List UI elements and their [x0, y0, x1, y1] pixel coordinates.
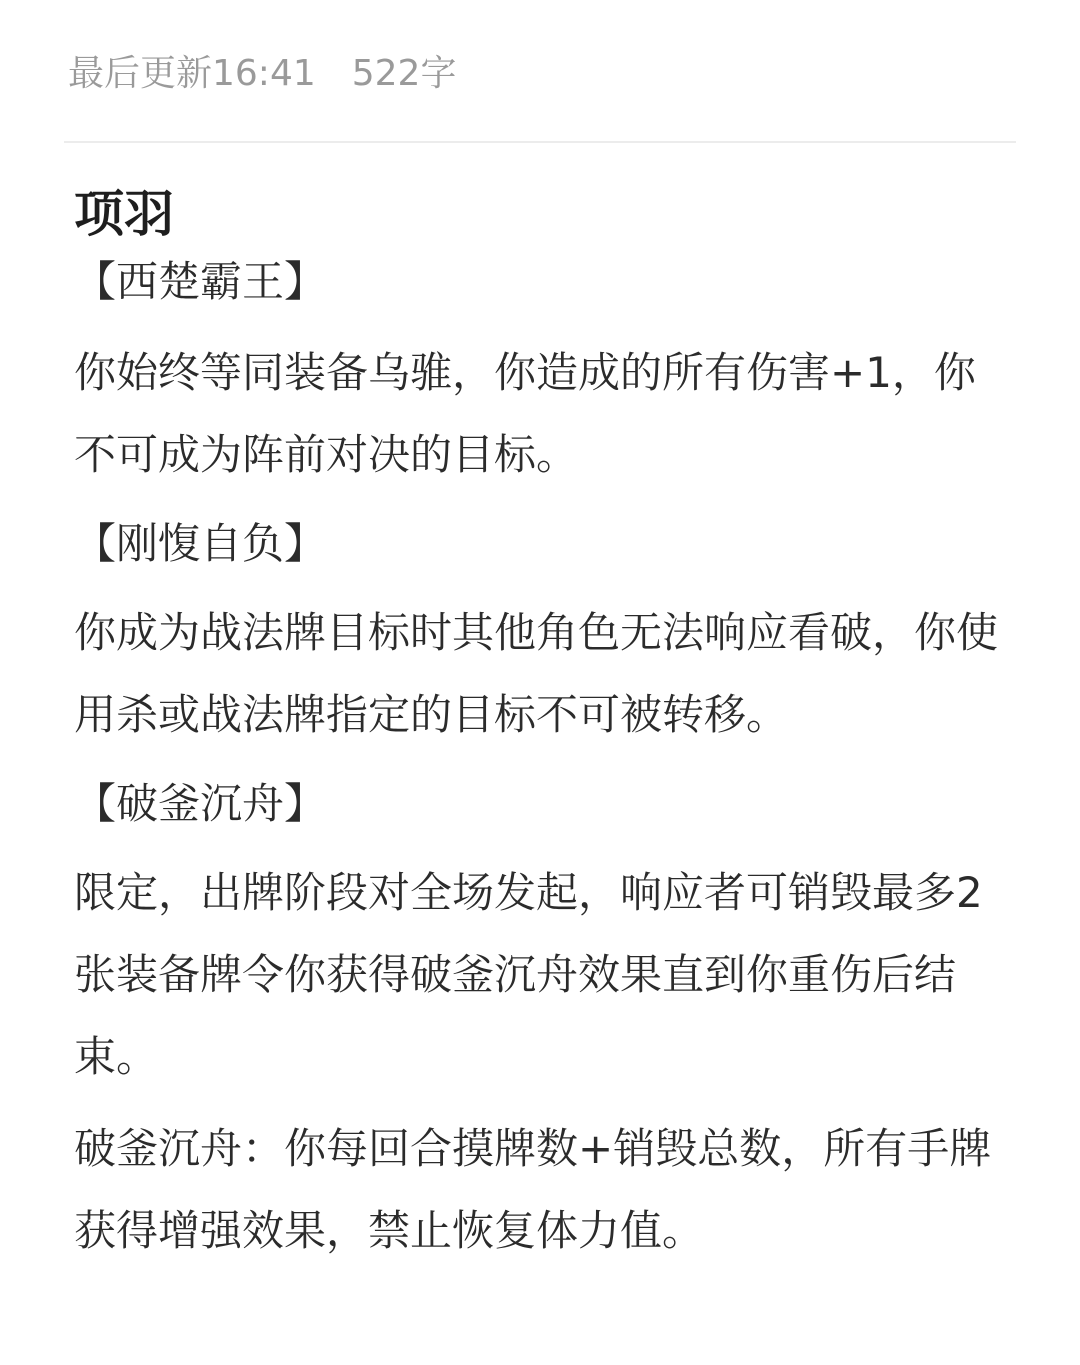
skill-heading-gangbi-zifu: 【刚愎自负】	[74, 519, 327, 568]
effect-desc-pofu-chenzhou: 破釜沉舟：你每回合摸牌数+销毁总数，所有手牌获得增强效果，禁止恢复体力值。	[74, 1124, 992, 1255]
skill-heading-pofu-chenzhou: 【破釜沉舟】	[74, 779, 327, 828]
skill-heading-xichu-bawang: 【西楚霸王】	[74, 257, 327, 306]
divider	[64, 141, 1016, 143]
note-meta-bar	[68, 42, 456, 98]
skill-desc-xichu-bawang: 你始终等同装备乌骓，你造成的所有伤害+1，你不可成为阵前对决的目标。	[74, 348, 976, 479]
word-count-text: 522字	[351, 52, 457, 94]
note-content[interactable]	[74, 180, 1014, 1272]
last-updated-text: 最后更新16:41	[68, 52, 316, 94]
skill-desc-gangbi-zifu: 你成为战法牌目标时其他角色无法响应看破，你使用杀或战法牌指定的目标不可被转移。	[74, 608, 999, 739]
note-title: 项羽	[74, 185, 174, 243]
skill-desc-pofu-chenzhou: 限定，出牌阶段对全场发起，响应者可销毁最多2张装备牌令你获得破釜沉舟效果直到你重伤后结束。	[74, 868, 983, 1081]
